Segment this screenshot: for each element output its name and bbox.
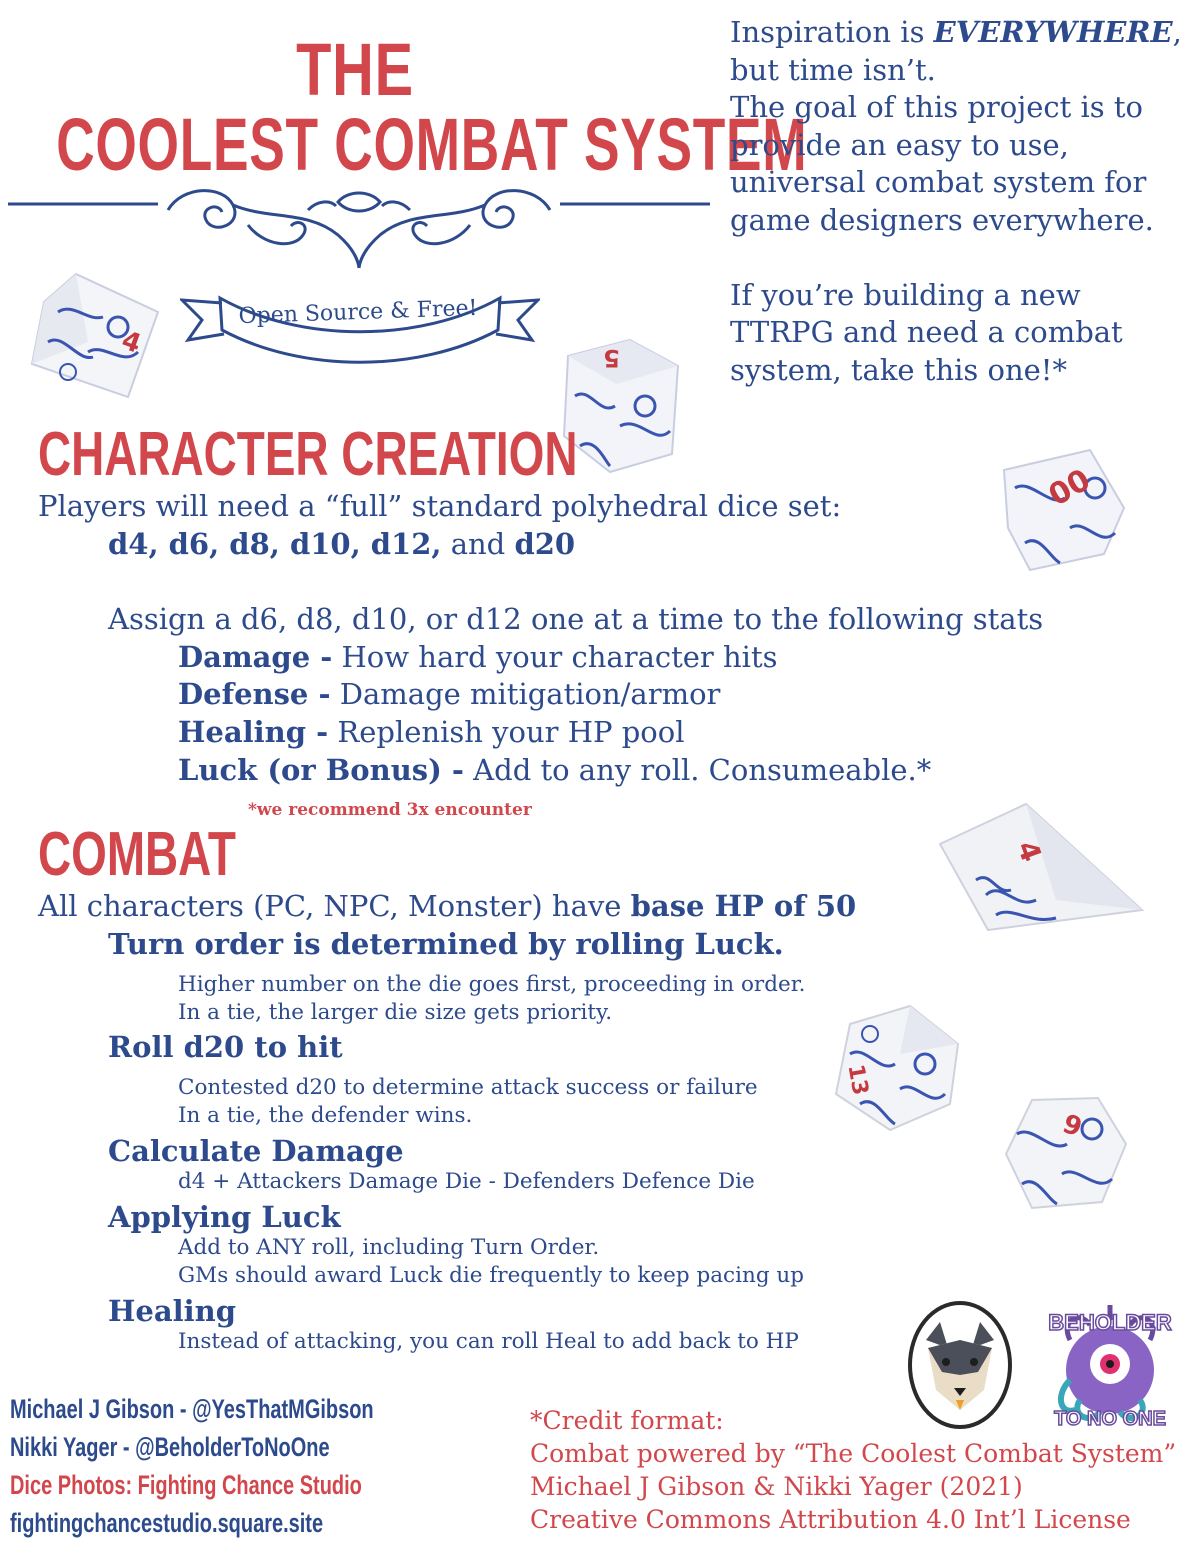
assign-instruction: Assign a d6, d8, d10, or d12 one at a time to the following stats: [108, 602, 1044, 636]
intro-line-6: game designers everywhere.: [730, 202, 1154, 237]
d4-die-image: [936, 800, 1146, 934]
luck-line-1: Add to ANY roll, including Turn Order.: [178, 1235, 600, 1260]
turn-order-title: Turn order is determined by rolling Luck.: [108, 927, 784, 961]
base-hp: [38, 887, 856, 925]
beholder-logo-top-text: BEHOLDER: [1048, 1310, 1172, 1335]
d10-face-number: 00: [1042, 462, 1097, 514]
d20-die-image: [830, 1004, 962, 1132]
credit-dice-photos: Dice Photos: Fighting Chance Studio: [10, 1470, 362, 1500]
title-flourish-ornament: [8, 180, 710, 270]
d12-die-image: [1002, 1094, 1128, 1212]
title-line-2: COOLEST COMBAT SYSTEM: [56, 103, 808, 186]
intro-comma: ,: [1172, 15, 1182, 49]
d4-face-number: 4: [1010, 836, 1049, 867]
stat-defense-name: Defense -: [178, 677, 331, 711]
character-creation-heading: CHARACTER CREATION: [38, 420, 578, 489]
stat-defense-desc: Damage mitigation/armor: [330, 677, 721, 711]
intro-line-7: If you’re building a new: [730, 277, 1081, 312]
stat-damage-desc: How hard your character hits: [332, 640, 778, 674]
roll-hit-title: Roll d20 to hit: [108, 1030, 343, 1064]
intro-line-1: [730, 14, 1180, 52]
intro-paragraph: [730, 14, 1180, 389]
healing-line-1: Instead of attacking, you can roll Heal to add back to HP: [178, 1329, 799, 1354]
husky-logo: [906, 1300, 1014, 1430]
intro-line-2: but time isn’t.: [730, 52, 936, 87]
stat-luck: [178, 751, 931, 789]
roll-hit-line-2: In a tie, the defender wins.: [178, 1103, 473, 1128]
damage-formula: d4 + Attackers Damage Die - Defenders Defence Die: [178, 1169, 755, 1194]
d6-face-number: 5: [603, 344, 620, 372]
combat-heading: COMBAT: [38, 820, 236, 889]
dice-intro: Players will need a “full” standard polyhedral dice set:: [38, 489, 842, 523]
base-hp-text: All characters (PC, NPC, Monster) have: [38, 889, 631, 923]
healing-title: Healing: [108, 1294, 237, 1328]
intro-line-9: system, take this one!*: [730, 352, 1067, 387]
credit-format-line-2: Michael J Gibson & Nikki Yager (2021): [530, 1472, 1023, 1501]
dice-set-list: d4, d6, d8, d10, d12,: [108, 527, 442, 561]
stat-luck-name: Luck (or Bonus) -: [178, 753, 464, 787]
stat-healing-name: Healing -: [178, 715, 329, 749]
dice-set: [108, 525, 575, 563]
intro-line-8: TTRPG and need a combat: [730, 315, 1123, 349]
beholder-logo: [1040, 1300, 1180, 1434]
d20-face-number: 13: [842, 1062, 873, 1098]
intro-line-5: universal combat system for: [730, 165, 1147, 199]
intro-line-3: The goal of this project is to: [730, 90, 1143, 124]
d6-die-image: [560, 336, 682, 476]
stat-healing: [178, 713, 685, 751]
turn-order-line-1: Higher number on the die goes first, proceeding in order.: [178, 972, 806, 997]
credit-format-label: *Credit format:: [530, 1406, 724, 1435]
luck-line-2: GMs should award Luck die frequently to keep pacing up: [178, 1263, 805, 1288]
stat-damage: [178, 638, 778, 676]
d12-face-number: 9: [1058, 1109, 1086, 1144]
banner-label: Open Source & Free!: [238, 295, 478, 330]
credit-author-2: Nikki Yager - @BeholderToNoOne: [10, 1432, 330, 1462]
d8-die-image: [28, 272, 160, 402]
stat-defense: [178, 675, 720, 713]
intro-text-a: Inspiration is: [730, 15, 934, 49]
dice-set-d20: d20: [514, 527, 576, 561]
beholder-logo-bottom-text: TO NO ONE: [1054, 1408, 1166, 1430]
stat-luck-desc: Add to any roll. Consumeable.*: [463, 753, 932, 787]
title-line-1: THE: [296, 28, 414, 111]
stat-damage-name: Damage -: [178, 640, 333, 674]
intro-line-4: provide an easy to use,: [730, 127, 1069, 162]
luck-footnote: *we recommend 3x encounter: [248, 800, 532, 820]
intro-emphasis: EVERYWHERE: [933, 15, 1173, 49]
base-hp-value: base HP of 50: [630, 889, 857, 923]
dice-set-and: and: [441, 527, 515, 561]
credit-format-line-3: Creative Commons Attribution 4.0 Int’l License: [530, 1505, 1131, 1534]
d10-die-image: [1000, 448, 1126, 572]
credit-website-link[interactable]: fightingchancestudio.square.site: [10, 1508, 324, 1538]
credit-format-line-1: Combat powered by “The Coolest Combat System”: [530, 1439, 1177, 1468]
luck-title: Applying Luck: [108, 1200, 341, 1234]
stat-healing-desc: Replenish your HP pool: [328, 715, 685, 749]
d8-face-number: 4: [117, 325, 145, 360]
damage-title: Calculate Damage: [108, 1134, 404, 1168]
credit-author-1: Michael J Gibson - @YesThatMGibson: [10, 1394, 374, 1424]
roll-hit-line-1: Contested d20 to determine attack success or failure: [178, 1075, 758, 1100]
turn-order-line-2: In a tie, the larger die size gets priority.: [178, 1000, 613, 1025]
